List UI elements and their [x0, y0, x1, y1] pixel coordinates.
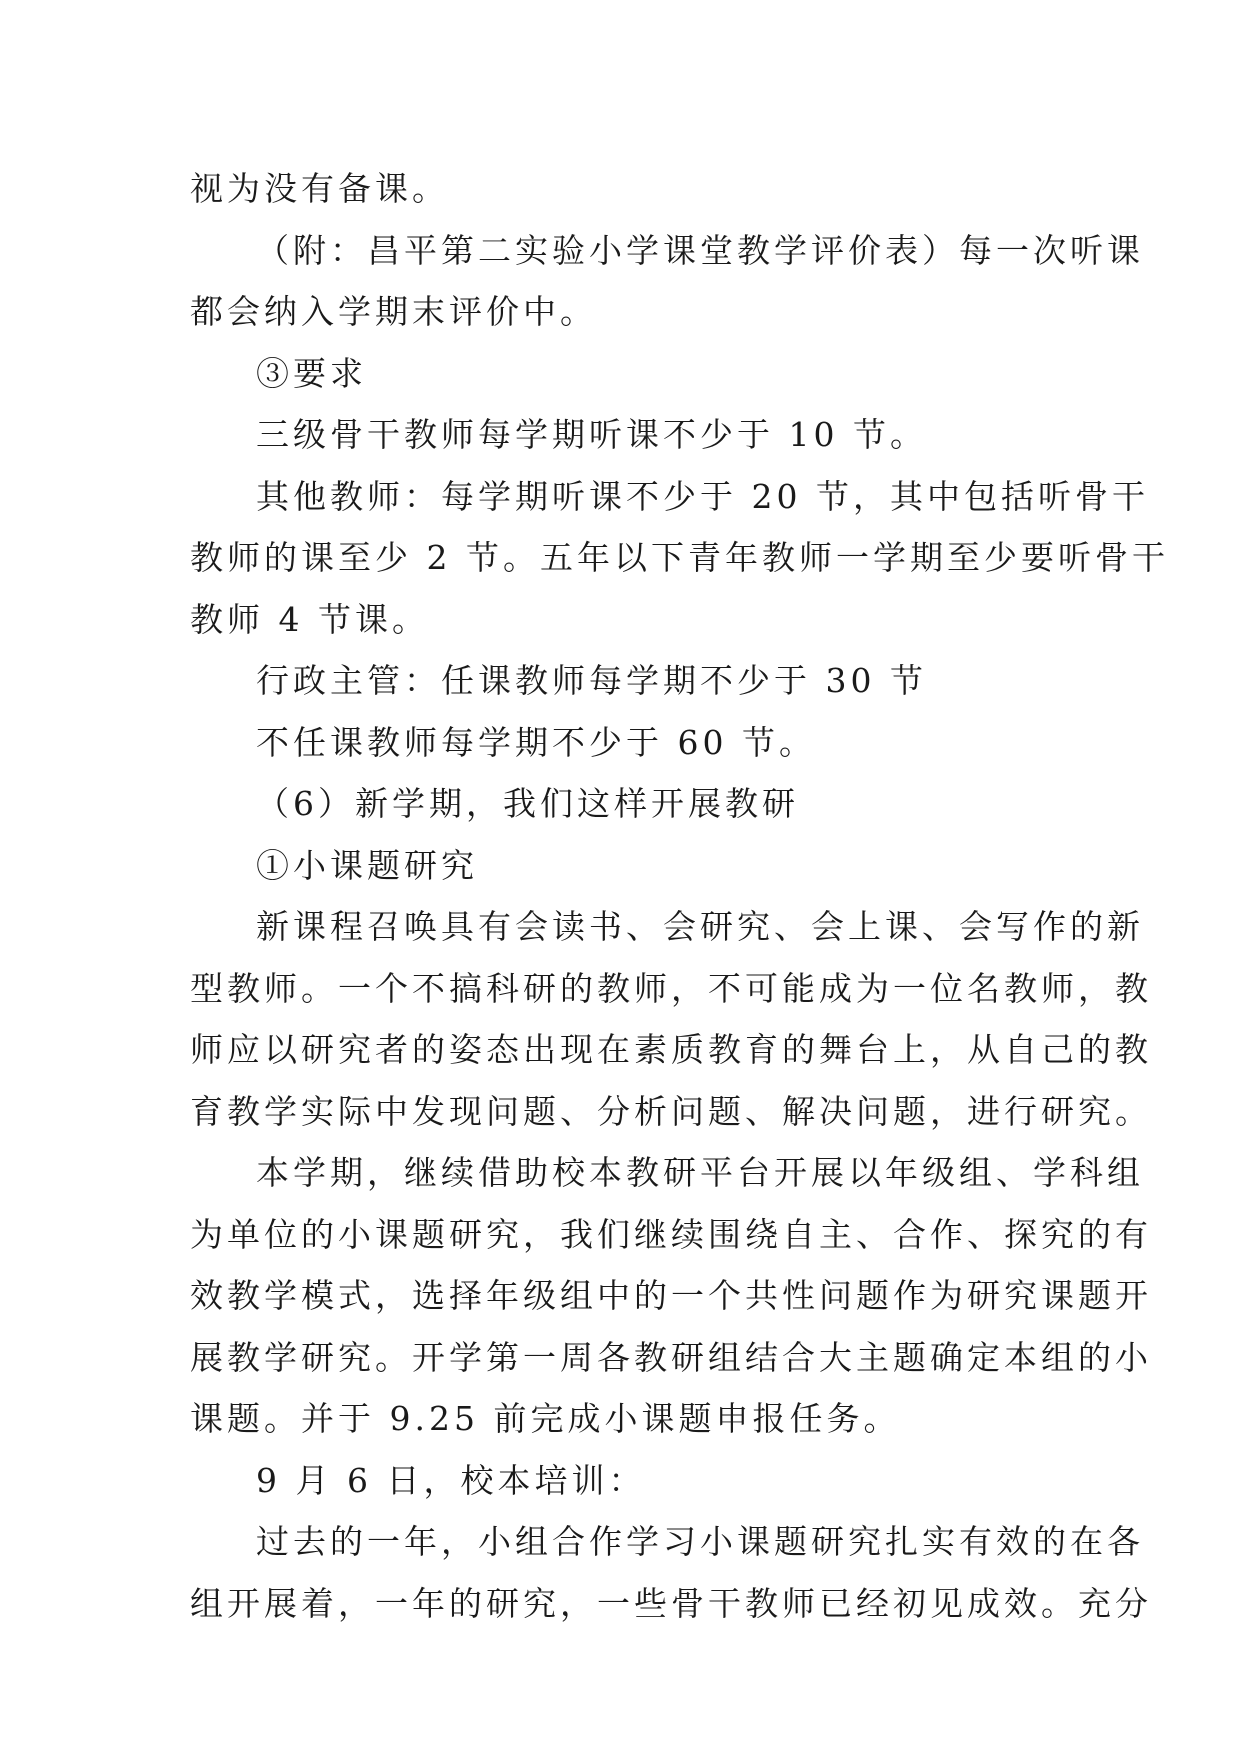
text-line: 展教学研究。开学第一周各教研组结合大主题确定本组的小	[190, 1337, 1152, 1377]
text-line: 本学期，继续借助校本教研平台开展以年级组、学科组	[256, 1153, 1144, 1192]
text-line: 9 月 6 日，校本培训：	[256, 1460, 646, 1500]
section-heading: （6）新学期，我们这样开展教研	[256, 784, 799, 823]
text-line: 过去的一年，小组合作学习小课题研究扎实有效的在各	[256, 1522, 1144, 1561]
text-line: 不任课教师每学期不少于 60 节。	[256, 722, 816, 762]
text-line: 效教学模式，选择年级组中的一个共性问题作为研究课题开	[190, 1276, 1152, 1315]
section-heading: ③要求	[256, 353, 367, 393]
text-line: 为单位的小课题研究，我们继续围绕自主、合作、探究的有	[190, 1214, 1152, 1254]
text-line: 视为没有备课。	[190, 169, 449, 208]
text-line: 课题。并于 9.25 前完成小课题申报任务。	[190, 1399, 901, 1438]
text-line: 型教师。一个不搞科研的教师，不可能成为一位名教师，教	[190, 968, 1152, 1008]
text-line: 新课程召唤具有会读书、会研究、会上课、会写作的新	[256, 907, 1144, 946]
text-line: 师应以研究者的姿态出现在素质教育的舞台上，从自己的教	[190, 1030, 1152, 1069]
text-line: 其他教师：每学期听课不少于 20 节，其中包括听骨干	[256, 476, 1149, 516]
text-line: 组开展着，一年的研究，一些骨干教师已经初见成效。充分	[190, 1583, 1152, 1623]
section-heading: ①小课题研究	[256, 845, 478, 885]
text-line: 三级骨干教师每学期听课不少于 10 节。	[256, 415, 927, 454]
document-body	[190, 158, 1169, 1634]
text-line: 教师 4 节课。	[190, 599, 429, 639]
text-line: 教师的课至少 2 节。五年以下青年教师一学期至少要听骨干	[190, 538, 1169, 577]
text-line: 行政主管：任课教师每学期不少于 30 节	[256, 661, 927, 700]
text-line: 育教学实际中发现问题、分析问题、解决问题，进行研究。	[190, 1091, 1152, 1131]
text-line: （附：昌平第二实验小学课堂教学评价表）每一次听课	[256, 230, 1144, 270]
text-line: 都会纳入学期末评价中。	[190, 292, 597, 331]
